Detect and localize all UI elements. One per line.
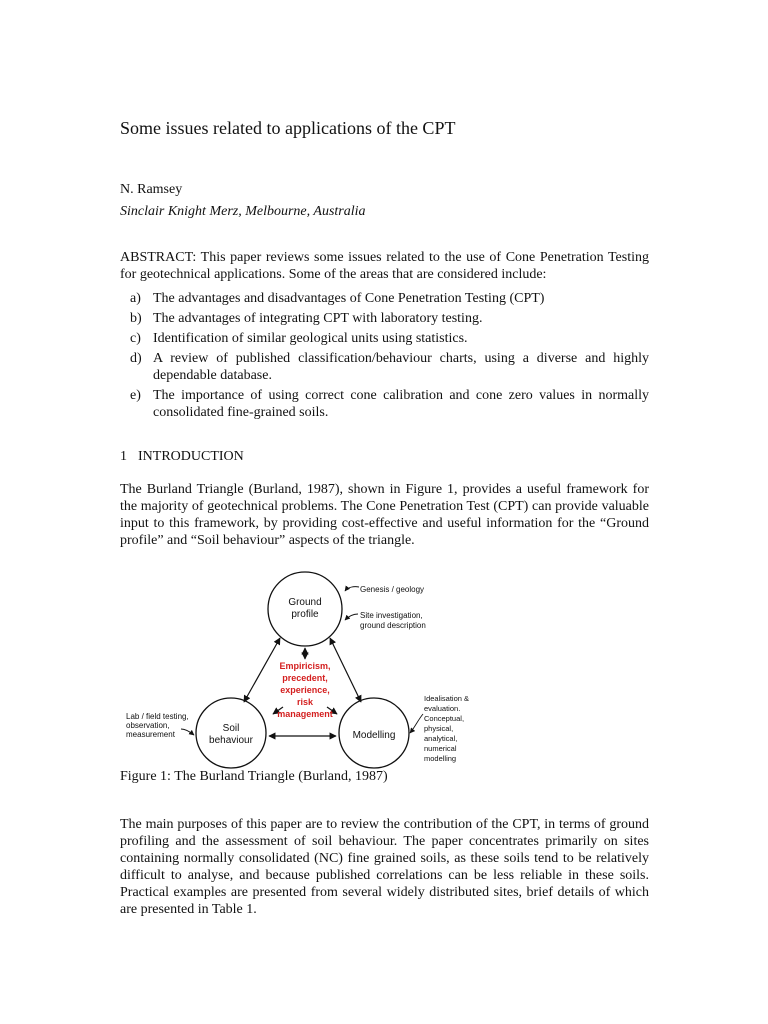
center-line-1: Empiricism, [279, 661, 331, 671]
list-item-label: e) [130, 388, 141, 403]
soil-label-1: Soil [222, 723, 240, 734]
ideal-note-1: Idealisation & [424, 694, 470, 703]
burland-triangle-figure [118, 577, 470, 767]
ideal-note-2: evaluation. [424, 704, 461, 713]
list-item-text: The advantages of integrating CPT with laboratory testing. [153, 311, 483, 326]
list-item-text: A review of published classification/behaviour charts, using a diverse and highly dependable database. [153, 351, 649, 383]
list-item-label: a) [130, 291, 141, 306]
center-line-2: precedent, [282, 673, 328, 683]
list-item [120, 330, 649, 347]
arrow-ground-modelling [330, 638, 361, 702]
ideal-note-3: Conceptual, [424, 714, 465, 723]
ground-label-2: profile [291, 609, 319, 620]
list-item-label: d) [130, 351, 142, 366]
center-line-5: management [277, 709, 333, 719]
genesis-note: Genesis / geology [360, 585, 425, 594]
soil-label-2: behaviour [209, 735, 253, 746]
list-item-text: Identification of similar geological units using statistics. [153, 331, 468, 346]
site-note-1: Site investigation, [360, 611, 423, 620]
arrow-ground-soil [244, 638, 280, 702]
abstract-list [120, 290, 649, 424]
list-item [120, 350, 649, 384]
list-item [120, 387, 649, 421]
arrow-idealisation [410, 714, 423, 733]
arrow-lab-testing [181, 729, 194, 735]
ground-label-1: Ground [288, 597, 322, 608]
lab-note-2: observation, [126, 721, 170, 730]
list-item [120, 310, 649, 327]
center-line-4: risk [296, 697, 314, 707]
list-item-label: b) [130, 311, 142, 326]
ideal-note-5: analytical, [424, 734, 458, 743]
lab-note-1: Lab / field testing, [126, 712, 189, 721]
center-line-3: experience, [280, 685, 330, 695]
site-note-2: ground description [360, 621, 426, 630]
figure-caption: Figure 1: The Burland Triangle (Burland, 1987) [120, 769, 388, 784]
abstract-text: ABSTRACT: This paper reviews some issues related to the use of Cone Penetration Testing for geotechnical applications. Some of the areas that are considered include: [120, 250, 649, 282]
arrow-site-investigation [345, 614, 358, 620]
ideal-note-4: physical, [424, 724, 454, 733]
lab-note-3: measurement [126, 730, 175, 739]
author-affiliation: Sinclair Knight Merz, Melbourne, Australia [120, 204, 366, 219]
ideal-note-7: modelling [424, 754, 457, 763]
intro-paragraph: The Burland Triangle (Burland, 1987), shown in Figure 1, provides a useful framework for the majority of geotechnical problems. The Cone Penetration Test (CPT) can provide valuable input to this framework, by providing cost-effective and useful information for the “Ground profile” and “Soil behaviour” aspects of the triangle. [120, 482, 649, 548]
list-item-text: The importance of using correct cone calibration and cone zero values in normally consolidated fine-grained soils. [153, 388, 649, 420]
section-number: 1 [120, 449, 127, 464]
main-paragraph: The main purposes of this paper are to review the contribution of the CPT, in terms of ground profiling and the assessment of soil behaviour. The paper concentrates primarily on sites containing normally consolidated (NC) fine grained soils, as these soils tend to be relatively difficult to analyse, and because published correlations can be less reliable in these soils. Practical examples are presented from several widely distributed sites, brief details of which are presented in Table 1. [120, 817, 649, 917]
arrow-genesis [345, 587, 359, 591]
list-item-label: c) [130, 331, 141, 346]
ideal-note-6: numerical [424, 744, 457, 753]
section-title: INTRODUCTION [138, 449, 244, 464]
list-item-text: The advantages and disadvantages of Cone Penetration Testing (CPT) [153, 291, 545, 306]
list-item [120, 290, 649, 307]
author-name: N. Ramsey [120, 182, 183, 197]
paper-title: Some issues related to applications of the CPT [120, 118, 456, 138]
section-heading [120, 449, 244, 465]
modelling-label: Modelling [352, 730, 396, 741]
